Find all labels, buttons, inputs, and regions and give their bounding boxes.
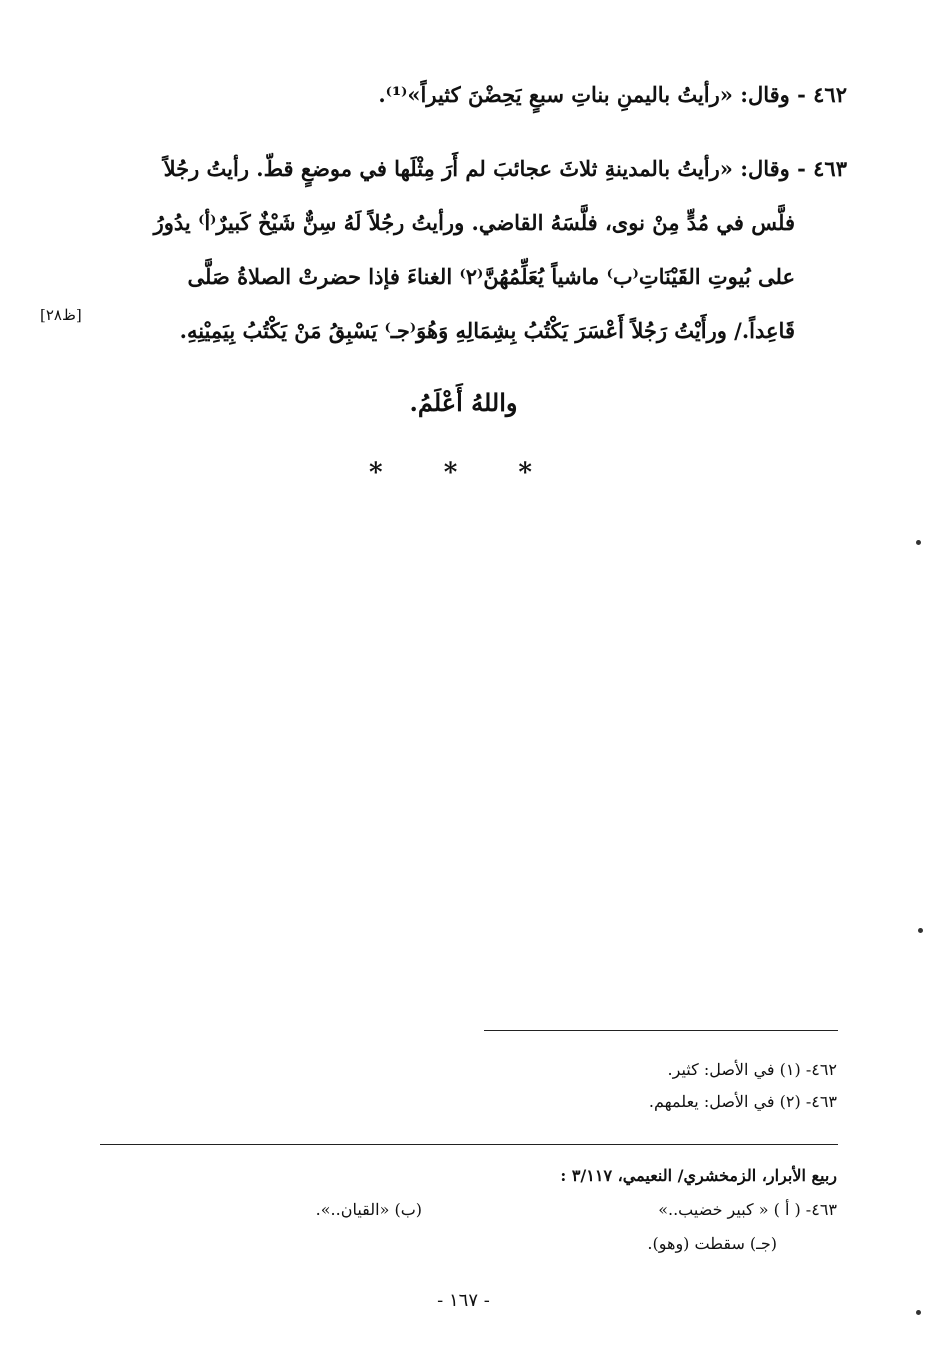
entry-462: ٤٦٢ - وقال: «رأيتُ باليمنِ بناتِ سبعٍ يَحِضْنَ كثيراً»⁽¹⁾. [378, 82, 847, 107]
footnote-divider-long [100, 1144, 838, 1145]
footnote-1: ٤٦٢- (١) في الأصل: كثير. [667, 1060, 837, 1079]
variant-source: ربيع الأبرار، الزمخشري/ النعيمي، ٣/١١٧ : [560, 1166, 837, 1185]
footnote-2: ٤٦٣- (٢) في الأصل: يعلمهم. [648, 1092, 837, 1111]
scan-speck [916, 540, 921, 545]
footnote-divider-short [484, 1030, 838, 1031]
entry-463-line: ٤٦٣ - وقال: «رأيتُ بالمدينةِ ثلاثَ عجائبَ لم أَرَ مِثْلَها في موضعٍ قطّ. رأيتُ رجُلاً [163, 156, 847, 181]
entry-463-line: قَاعِداً./ ورأَيْتُ رَجُلاً أَعْسَرَ يَكْتُبُ بِشِمَالِهِ وَهُوَ⁽جـ⁾ يَسْبِقُ مَنْ يَكْتُبُ بِيَمِيْنِهِ. [179, 318, 795, 343]
variant-note-b: (ب) «القيان..». [315, 1200, 422, 1219]
entry-463-line: على بُيوتِ القَيْنَاتِ⁽ب⁾ ماشياً يُعَلِّمُهُنَّ⁽٢⁾ الغناءَ فإذا حضرتْ الصلاةُ صَلَّى [187, 264, 795, 289]
scan-speck [916, 1310, 921, 1315]
closing-phrase: واللهُ أَعْلَمُ. [409, 388, 518, 417]
variant-note-c: (جـ) سقطت (وهو). [647, 1234, 777, 1253]
scan-speck [918, 928, 923, 933]
entry-463 [87, 142, 847, 358]
page-number: - ١٦٧ - [437, 1290, 490, 1311]
section-separator: * * * [369, 458, 558, 488]
entry-463-line: فلَّس في مُدٍّ مِنْ نوى، فلَّسَهُ القاضي. ورأيتُ رجُلاً لَهُ سِنٌّ شَيْخٌ كَبيرٌ⁽أ⁾ يدُورُ [153, 210, 795, 235]
folio-marker: [ظ٢٨] [40, 306, 82, 324]
variant-note-a: ٤٦٣- ( أ ) « كبير خضيب..» [658, 1200, 837, 1219]
